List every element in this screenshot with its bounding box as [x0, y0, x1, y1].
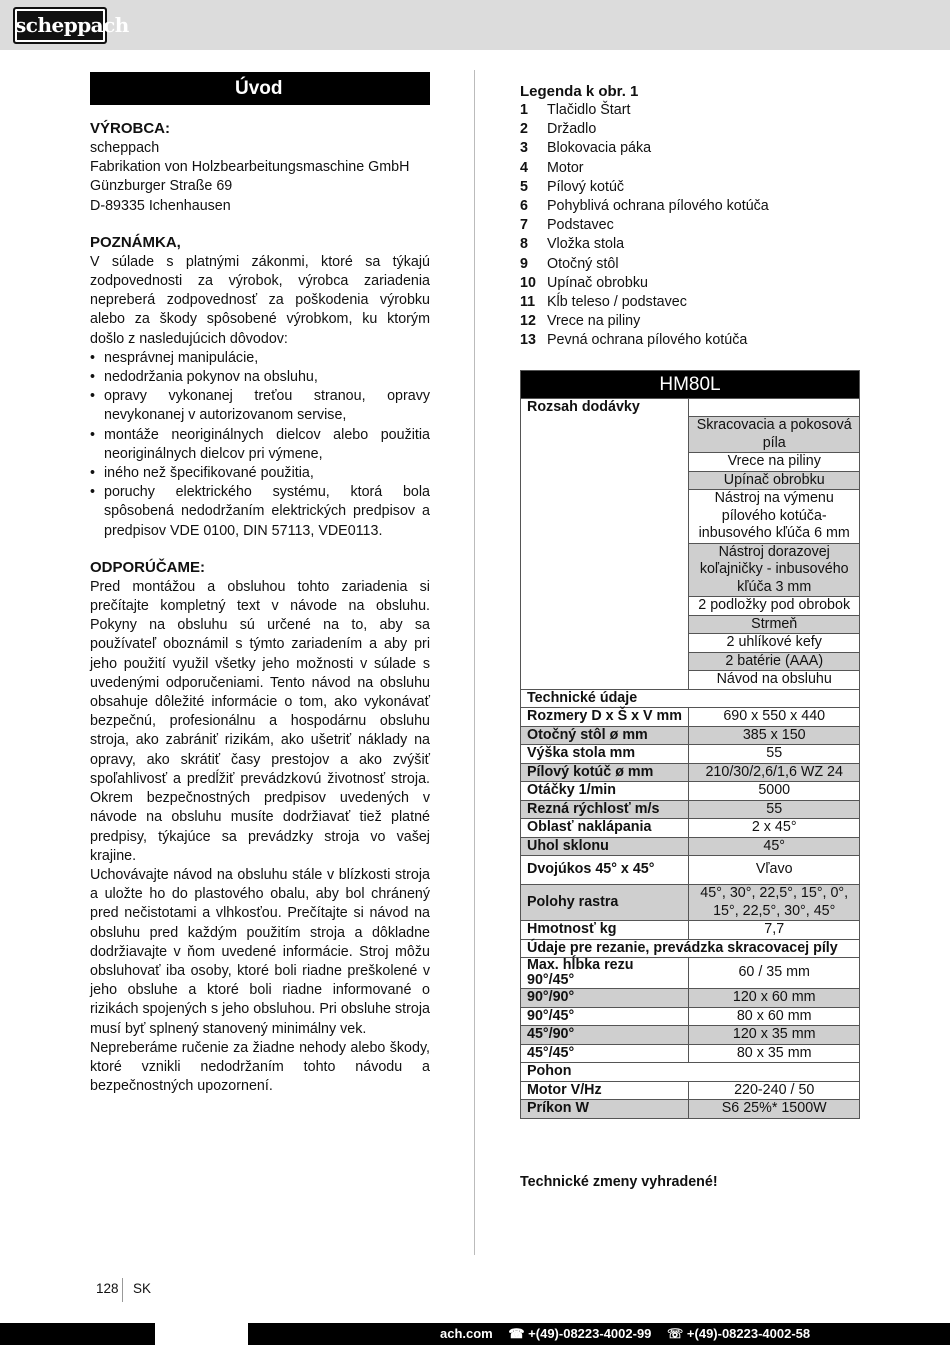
table-row: [521, 939, 860, 958]
column-divider: [474, 70, 475, 1255]
footer-contact: [440, 1323, 822, 1345]
scope-label: Rozsah dodávky: [521, 399, 689, 417]
table-row: [521, 689, 860, 708]
legend: [520, 82, 860, 351]
table-row: Max. hĺbka rezu 90°/45° 60 / 35 mm: [521, 958, 860, 989]
spec-table: [520, 370, 860, 1119]
table-row: Rezná rýchlosť m/s 55: [521, 800, 860, 819]
scope-item: Strmeň: [689, 615, 860, 634]
scope-item: Návod na obsluhu: [689, 671, 860, 690]
page-language: SK: [133, 1281, 152, 1296]
table-row: Otočný stôl ø mm 385 x 150: [521, 726, 860, 745]
table-row: [521, 399, 860, 417]
legend-item: 10 Upínač obrobku: [520, 274, 648, 291]
legend-item: 6 Pohyblivá ochrana pílového kotúča: [520, 198, 769, 215]
table-row: Dvojúkos 45° x 45° Vľavo: [521, 856, 860, 885]
list-item: • poruchy elektrického systému, ktorá bola spôsobená nedodržaním elektrických predpisov a predpisov VDE 0100, DIN 57113, VDE0113.: [90, 483, 430, 541]
cut-label: Údaje pre rezanie, prevádzka skracovacej píly: [521, 939, 860, 958]
recommend-paragraph: Uchovávajte návod na obsluhu stále v blízkosti stroja a uložte ho do plastového obalu, aby bol chránený pred nečistotami a vlhkosťou. Prečítajte si návod na obsluhu pred každým použitím stroja a dôkladne dodržiavajte v ňom uvedené informácie. Stroj môžu obsluhovať iba osoby, ktoré boli riadne preškolené v jeho obsluhe a ktoré boli riadne informované o rizikách spojených s jeho obsluhou. Pri obsluhe stroja musí byť splnený stanovený minimálny vek.: [90, 866, 430, 1037]
left-column: [90, 72, 430, 1096]
table-row: Rozmery D x Š x V mm 690 x 550 x 440: [521, 708, 860, 727]
legend-item: 4 Motor: [520, 159, 584, 176]
recommend-paragraph: Pred montážou a obsluhou tohto zariadenia si prečítajte kompletný text v návode na obsluhu. Pokyny na obsluhu sú určené na to, aby sa používateľ oboznámil s týmto zariadením a aby pri jeho použití využil všetky jeho možnosti v súlade s uvedenými odporučeniami. Tento návod na obsluhu obsahuje dôležité informácie o tom, ako vykonávať bezpečnú, profesionálnu a hospodárnu obsluhu stroja, ako zabrániť rizikám, ako ušetriť náklady na opravy, ako skrátiť časy prestojov a ako zvýšiť spoľahlivosť a predĺžiť prevádzkovú životnosť stroja. Okrem bezpečnostných predpisov uvedených v návode na obsluhu musíte dodržiavať tiež platné predpisy, týkajúce sa prevádzky stroja vo vašej krajine.: [90, 578, 430, 864]
legend-item: 11 Kĺb teleso / podstavec: [520, 294, 687, 311]
scope-item: 2 uhlíkové kefy: [689, 634, 860, 653]
footer-fax: ☏ +(49)-08223-4002-58: [667, 1326, 811, 1341]
scope-item: Upínač obrobku: [689, 471, 860, 490]
table-row: Motor V/Hz 220-240 / 50: [521, 1081, 860, 1100]
manufacturer-heading: VÝROBCA:: [90, 120, 171, 137]
legend-item: 12 Vrece na piliny: [520, 313, 641, 330]
scope-item: Skracovacia a pokosová píla: [689, 417, 860, 453]
recommend-heading: ODPORÚČAME:: [90, 558, 205, 576]
footer-phone: ☎ +(49)-08223-4002-99: [508, 1326, 652, 1341]
legend-item: 3 Blokovacia páka: [520, 140, 652, 157]
drive-label: Pohon: [521, 1063, 860, 1082]
table-row: Oblasť naklápania 2 x 45°: [521, 819, 860, 838]
footer-bar: [0, 1323, 950, 1345]
scope-item: 2 podložky pod obrobok: [689, 597, 860, 616]
legend-item: 1 Tlačidlo Štart: [520, 102, 631, 118]
legend-item: 9 Otočný stôl: [520, 255, 619, 272]
list-item: • nedodržania pokynov na obsluhu,: [90, 368, 430, 387]
list-item: • opravy vykonanej treťou stranou, opravy nevykonanej v autorizovanom servise,: [90, 387, 430, 425]
table-row: Uhol sklonu 45°: [521, 837, 860, 856]
list-item: • iného než špecifikované použitia,: [90, 464, 430, 483]
manufacturer-line: D-89335 Ichenhausen: [90, 197, 231, 214]
legend-item: 13 Pevná ochrana pílového kotúča: [520, 332, 748, 349]
table-row: Otáčky 1/min 5000: [521, 782, 860, 801]
note-heading: POZNÁMKA,: [90, 233, 181, 251]
note-text: V súlade s platnými zákonmi, ktoré sa týkajú zodpovednosti za výrobok, výrobca zariadenia nepreberá zodpovednosť za poškodenia výrobku alebo za škody spôsobené výrobkom, ku ktorým došlo z nasledujúcich dôvodov:: [90, 253, 430, 347]
header-bar: [0, 0, 950, 50]
manufacturer-line: Fabrikation von Holzbearbeitungsmaschine GmbH: [90, 159, 410, 176]
brand-logo: scheppach: [13, 7, 107, 44]
table-row: 45°/45° 80 x 35 mm: [521, 1044, 860, 1063]
scope-item: 2 batérie (AAA): [689, 652, 860, 671]
list-item: • nesprávnej manipulácie,: [90, 349, 430, 368]
manufacturer-line: scheppach: [90, 140, 160, 156]
list-item: • montáže neoriginálnych dielcov alebo použitia neoriginálnych dielcov pri výmene,: [90, 426, 430, 464]
table-row: Výška stola mm 55: [521, 745, 860, 764]
legend-item: 2 Držadlo: [520, 121, 597, 138]
table-row: 45°/90° 120 x 35 mm: [521, 1026, 860, 1045]
page-separator: [122, 1278, 123, 1302]
scope-item: Nástroj na výmenu pílového kotúča- inbusového kľúča 6 mm: [689, 490, 860, 544]
section-title: Úvod: [90, 72, 430, 105]
table-row: Pílový kotúč ø mm 210/30/2,6/1,6 WZ 24: [521, 763, 860, 782]
legend-item: 8 Vložka stola: [520, 236, 625, 253]
table-row: 90°/45° 80 x 60 mm: [521, 1007, 860, 1026]
table-row: 90°/90° 120 x 60 mm: [521, 989, 860, 1008]
scope-item: Vrece na piliny: [689, 453, 860, 472]
technical-changes-note: Technické zmeny vyhradené!: [520, 1174, 718, 1190]
recommend-paragraph: Nepreberáme ručenie za žiadne nehody alebo škody, ktoré vznikli nedodržaním tohto návodu a bezpečnostných upozornení.: [90, 1039, 430, 1095]
table-row: Príkon W S6 25%* 1500W: [521, 1100, 860, 1119]
table-row: [521, 417, 860, 453]
legend-item: 5 Pílový kotúč: [520, 178, 625, 195]
table-row: Polohy rastra 45°, 30°, 22,5°, 15°, 0°, 15°, 22,5°, 30°, 45°: [521, 885, 860, 921]
table-row: Hmotnosť kg 7,7: [521, 921, 860, 940]
table-row: [521, 1063, 860, 1082]
legend-item: 7 Podstavec: [520, 217, 614, 234]
scope-item: Nástroj dorazovej koľajničky - inbusového kľúča 3 mm: [689, 543, 860, 597]
note-list: [90, 349, 430, 541]
page-number: 128: [96, 1281, 119, 1296]
model-name: HM80L: [521, 371, 860, 399]
footer-web: ach.com: [440, 1326, 493, 1341]
manufacturer-line: Günzburger Straße 69: [90, 178, 233, 195]
tech-label: Technické údaje: [521, 689, 860, 708]
spec-header-row: [521, 371, 860, 399]
legend-title: Legenda k obr. 1: [520, 83, 639, 100]
